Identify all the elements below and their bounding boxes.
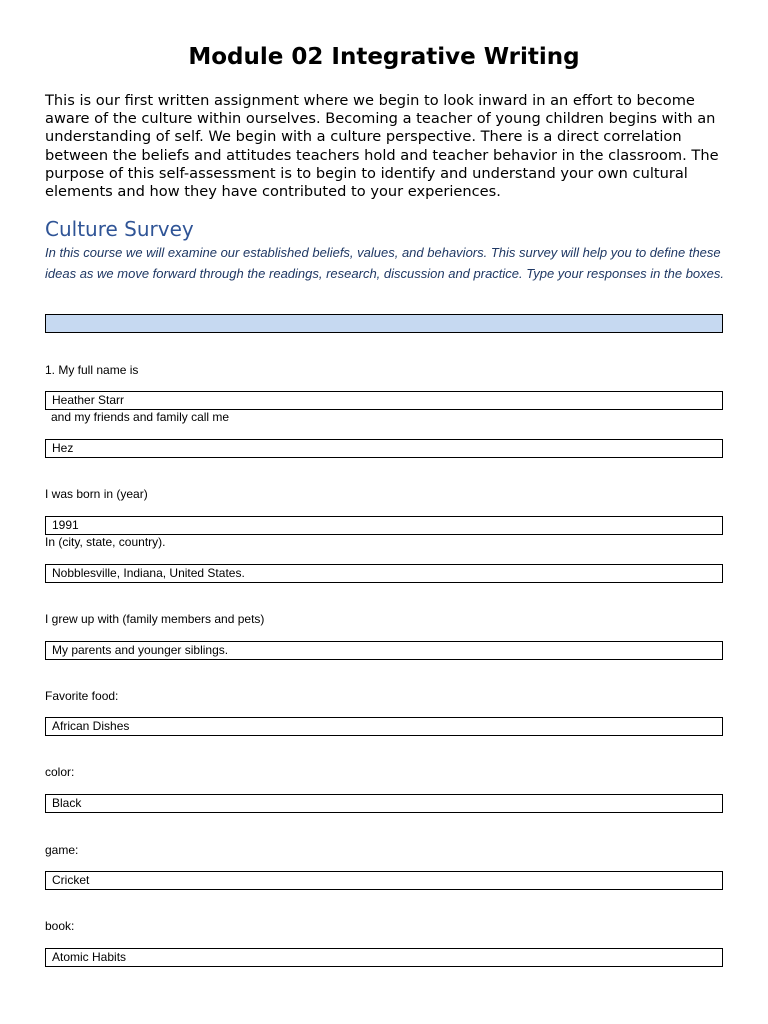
favorite-book-label: book: (45, 919, 75, 933)
section-heading: Culture Survey (45, 217, 194, 241)
grew-up-field[interactable]: My parents and younger siblings. (45, 641, 723, 660)
born-place-field[interactable]: Nobblesville, Indiana, United States. (45, 564, 723, 583)
nickname-field[interactable]: Hez (45, 439, 723, 458)
favorite-food-field[interactable]: African Dishes (45, 717, 723, 736)
favorite-game-label: game: (45, 843, 79, 857)
favorite-food-label: Favorite food: (45, 689, 119, 703)
born-year-field[interactable]: 1991 (45, 516, 723, 535)
favorite-book-field[interactable]: Atomic Habits (45, 948, 723, 967)
nickname-label: and my friends and family call me (51, 410, 230, 424)
full-name-label: 1. My full name is (45, 363, 139, 377)
survey-header-bar (45, 314, 723, 333)
favorite-color-label: color: (45, 765, 75, 779)
favorite-game-field[interactable]: Cricket (45, 871, 723, 890)
grew-up-label: I grew up with (family members and pets) (45, 612, 265, 626)
full-name-field[interactable]: Heather Starr (45, 391, 723, 410)
document-title: Module 02 Integrative Writing (188, 44, 580, 70)
born-place-label: In (city, state, country). (45, 535, 166, 549)
intro-paragraph: This is our first written assignment where we begin to look inward in an effort to become aware of the culture within ourselves. Becoming a teacher of young children begins with an understanding of self. We begin with a culture perspective. There is a direct correlation between the beliefs and attitudes teachers hold and teacher behavior in the classroom. The purpose of this self-assessment is to begin to identify and understand your own cultural elements and how they have contributed to your experiences. (45, 92, 719, 201)
born-year-label: I was born in (year) (45, 487, 148, 501)
favorite-color-field[interactable]: Black (45, 794, 723, 813)
section-description: In this course we will examine our established beliefs, values, and behaviors. This survey will help you to define these ideas as we move forward through the readings, research, discussion and practice. Type your responses in the boxes. (45, 245, 725, 281)
